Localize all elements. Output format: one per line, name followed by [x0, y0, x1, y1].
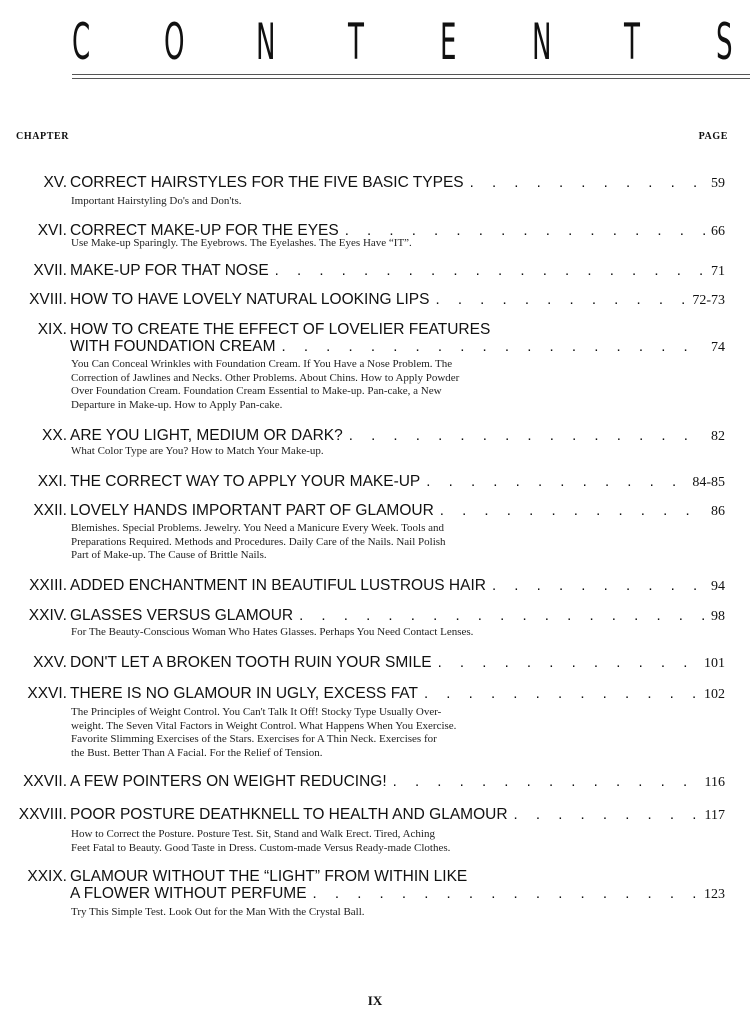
description-line: the Bust. Better Than A Facial. For the Relief of Tension.: [71, 746, 323, 759]
chapter-line: [70, 291, 725, 309]
chapter-title: ADDED ENCHANTMENT IN BEAUTIFUL LUSTROUS HAIR: [70, 577, 486, 594]
title-letter: S: [716, 13, 733, 71]
description-line: Departure in Make-up. How to Apply Pan-cake.: [71, 398, 283, 411]
chapter-description: [71, 706, 551, 760]
chapter-title: DON'T LET A BROKEN TOOTH RUIN YOUR SMILE: [70, 654, 432, 671]
dot-leader: [282, 338, 705, 356]
chapter-number: XXVIII.: [18, 806, 67, 823]
dot-leader: [514, 806, 699, 824]
chapter-number: XXII.: [33, 502, 67, 519]
chapter-number: XVI.: [37, 222, 67, 239]
dot-leader: [438, 654, 698, 672]
page-number: 102: [704, 687, 725, 702]
chapter-title: CORRECT HAIRSTYLES FOR THE FIVE BASIC TYPES: [70, 174, 464, 191]
title-letter: N: [532, 13, 552, 71]
dot-leader: [313, 885, 698, 903]
description-line: weight. The Seven Vital Factors in Weight Control. What Happens When You Exercise.: [71, 719, 457, 732]
description-line: Important Hairstyling Do's and Don'ts.: [71, 195, 242, 207]
chapter-line: [70, 502, 725, 520]
page-number: 101: [704, 656, 725, 671]
description-line: Try This Simple Test. Look Out for the Man With the Crystal Ball.: [71, 906, 365, 918]
chapter-number: XXIV.: [28, 607, 67, 624]
chapter-line: [70, 338, 725, 356]
chapter-line: [70, 473, 725, 491]
chapter-number: XV.: [43, 174, 67, 191]
description-line: Preparations Required. Methods and Procedures. Daily Care of the Nails. Nail Polish: [71, 535, 446, 548]
chapter-description: [71, 906, 551, 920]
chapter-line: [70, 806, 725, 824]
description-line: For The Beauty-Conscious Woman Who Hates Glasses. Perhaps You Need Contact Lenses.: [71, 626, 474, 638]
description-line: How to Correct the Posture. Posture Test. Sit, Stand and Walk Erect. Tired, Aching: [71, 828, 435, 840]
dot-leader: [299, 607, 705, 625]
chapter-line: [70, 685, 725, 703]
description-line: Feet Fatal to Beauty. Good Taste in Dress. Custom-made Versus Ready-made Clothes.: [71, 841, 451, 854]
page-number: 117: [704, 808, 725, 823]
page-number: 59: [711, 176, 725, 191]
page-number: 84-85: [692, 475, 725, 490]
description-line: Correction of Jawlines and Necks. Other Problems. About Chins. How to Apply Powder: [71, 371, 460, 384]
description-line: What Color Type are You? How to Match Your Make-up.: [71, 445, 324, 457]
description-line: Over Foundation Cream. Foundation Cream Essential to Make-up. Pan-cake, a New: [71, 385, 442, 398]
chapter-line: [70, 773, 725, 791]
chapter-number: XXIII.: [29, 577, 67, 594]
page-folio: IX: [367, 993, 383, 1008]
chapter-title: WITH FOUNDATION CREAM: [70, 338, 276, 355]
title-letter: N: [256, 13, 276, 71]
chapter-description: [71, 445, 551, 459]
dot-leader: [492, 577, 705, 595]
dot-leader: [275, 262, 705, 280]
chapter-number: XXVII.: [23, 773, 67, 790]
chapter-line: [70, 654, 725, 672]
title-letter: O: [164, 13, 185, 71]
chapter-column-header: CHAPTER: [16, 131, 70, 142]
chapter-description: [71, 237, 551, 251]
title-letter: T: [624, 13, 640, 71]
chapter-number: XXVI.: [27, 685, 67, 702]
dot-leader: [470, 174, 705, 192]
chapter-title: A FLOWER WITHOUT PERFUME: [70, 885, 307, 902]
chapter-line: [70, 262, 725, 280]
title-letter: T: [348, 13, 364, 71]
description-line: You Can Conceal Wrinkles with Foundation Cream. If You Have a Nose Problem. The: [71, 358, 453, 370]
description-line: Part of Make-up. The Cause of Brittle Nails.: [71, 549, 267, 562]
chapter-number: XX.: [42, 427, 67, 444]
title-letter: E: [440, 13, 457, 71]
chapter-title: ARE YOU LIGHT, MEDIUM OR DARK?: [70, 427, 343, 444]
title-letters: [72, 13, 733, 71]
page-number: 71: [711, 264, 725, 279]
description-line: Use Make-up Sparingly. The Eyebrows. The Eyelashes. The Eyes Have “IT”.: [71, 237, 412, 249]
chapter-title: POOR POSTURE DEATHKNELL TO HEALTH AND GLAMOUR: [70, 806, 508, 823]
dot-leader: [435, 291, 686, 309]
chapter-description: [71, 358, 551, 412]
chapter-description: [71, 195, 551, 209]
page-number: 98: [711, 609, 725, 624]
page-number: 66: [711, 224, 725, 239]
description-line: The Principles of Weight Control. You Can't Talk It Off! Stocky Type Usually Over-: [71, 706, 442, 718]
page-number: 94: [711, 579, 725, 594]
page-number: 72-73: [692, 293, 725, 308]
chapter-number: XXI.: [37, 473, 67, 490]
chapter-description: [71, 626, 551, 640]
chapter-line: [70, 885, 725, 903]
chapter-description: [71, 828, 551, 855]
chapter-title: MAKE-UP FOR THAT NOSE: [70, 262, 269, 279]
page-number: 116: [704, 775, 725, 790]
page-number: 123: [704, 887, 725, 902]
title-rule: [72, 78, 750, 79]
chapter-title: LOVELY HANDS IMPORTANT PART OF GLAMOUR: [70, 502, 434, 519]
chapter-number: XXV.: [33, 654, 67, 671]
chapter-title: THERE IS NO GLAMOUR IN UGLY, EXCESS FAT: [70, 685, 418, 702]
title-rule: [72, 74, 750, 75]
dot-leader: [393, 773, 699, 791]
chapter-line: [70, 607, 725, 625]
page-column-header: PAGE: [698, 131, 728, 142]
title-letter: C: [72, 13, 91, 71]
dot-leader: [440, 502, 705, 520]
chapter-line: [70, 577, 725, 595]
page-number: 82: [711, 429, 725, 444]
dot-leader: [426, 473, 686, 491]
chapter-number: XVII.: [33, 262, 67, 279]
chapter-number: XXIX.: [27, 868, 67, 885]
chapter-title: HOW TO CREATE THE EFFECT OF LOVELIER FEATURES: [70, 321, 491, 338]
chapter-number: XVIII.: [29, 291, 67, 308]
chapter-title: THE CORRECT WAY TO APPLY YOUR MAKE-UP: [70, 473, 421, 490]
dot-leader: [349, 427, 705, 445]
chapter-line: [70, 174, 725, 192]
page-number: 86: [711, 504, 725, 519]
page-number: 74: [711, 340, 725, 355]
chapter-title: CORRECT MAKE-UP FOR THE EYES: [70, 222, 339, 239]
dot-leader: [424, 685, 698, 703]
chapter-title: A FEW POINTERS ON WEIGHT REDUCING!: [70, 773, 387, 790]
chapter-title: HOW TO HAVE LOVELY NATURAL LOOKING LIPS: [70, 291, 430, 308]
description-line: Blemishes. Special Problems. Jewelry. You Need a Manicure Every Week. Tools and: [71, 522, 444, 534]
chapter-line: [70, 427, 725, 445]
chapter-number: XIX.: [37, 321, 67, 338]
chapter-title: GLAMOUR WITHOUT THE “LIGHT” FROM WITHIN LIKE: [70, 868, 468, 885]
description-line: Favorite Slimming Exercises of the Stars. Exercises for A Thin Neck. Exercises for: [71, 733, 437, 746]
chapter-title: GLASSES VERSUS GLAMOUR: [70, 607, 294, 624]
chapter-description: [71, 522, 551, 563]
